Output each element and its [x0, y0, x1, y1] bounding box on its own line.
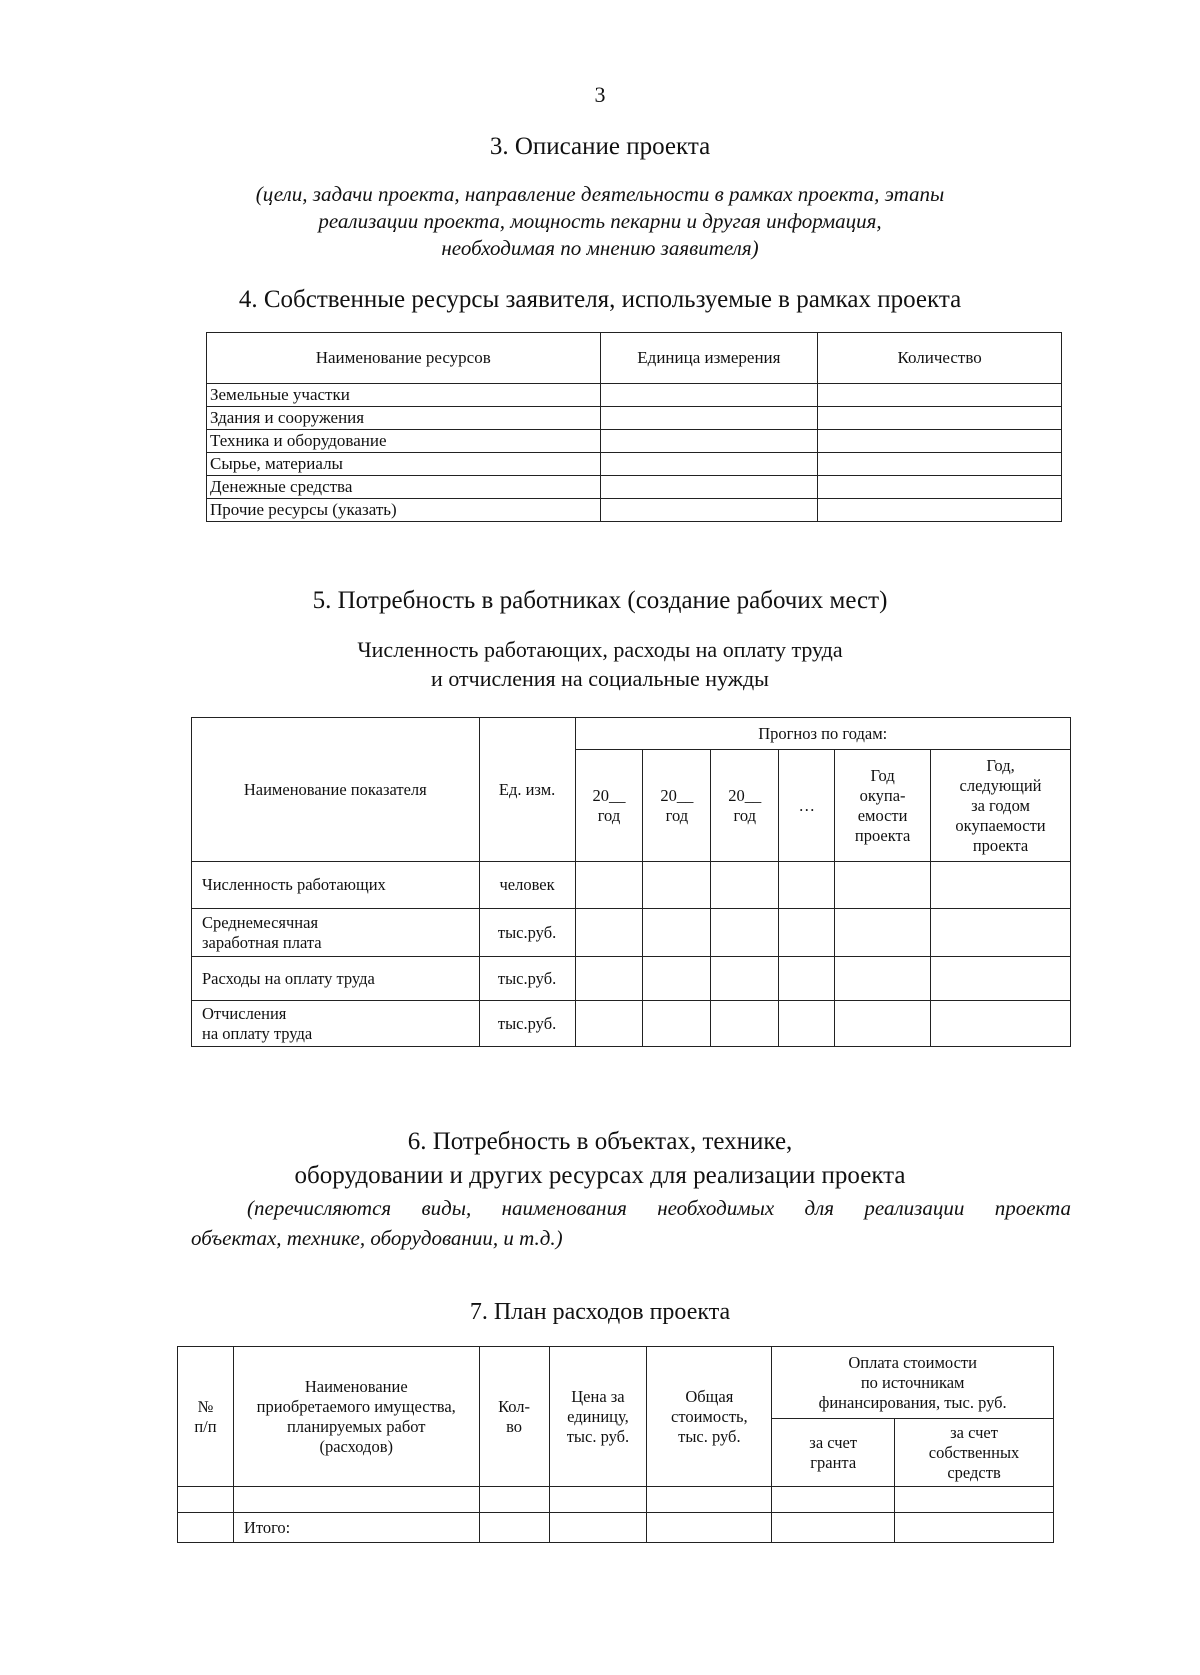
indicator-unit: человек	[479, 862, 575, 909]
workers-table	[191, 717, 1071, 1047]
section7-title: 7. План расходов проекта	[469, 1299, 731, 1325]
table-row	[207, 499, 1062, 522]
total-label: Итого:	[233, 1513, 479, 1543]
header-line: гранта	[810, 1452, 857, 1472]
value-cell[interactable]	[711, 957, 779, 1001]
section5-title: 5. Потребность в работниках (создание рабочих мест)	[312, 587, 888, 614]
table-row	[178, 1487, 1054, 1513]
header-line: Цена за	[571, 1386, 625, 1406]
header-after-payback-year	[931, 750, 1071, 862]
indicator-name-line: заработная плата	[202, 932, 322, 952]
quantity-cell[interactable]	[818, 453, 1062, 476]
header-payback-year	[835, 750, 931, 862]
value-cell[interactable]	[575, 1001, 643, 1047]
section3-note-line: необходимая по мнению заявителя)	[441, 236, 759, 260]
number-cell[interactable]	[178, 1487, 234, 1513]
header-line: проекта	[854, 825, 911, 845]
indicator-name: Численность работающих	[192, 862, 480, 909]
section6-note-line: объектах, технике, оборудовании, и т.д.)	[191, 1226, 563, 1250]
header-ellipsis: …	[779, 750, 835, 862]
header-line: окупаемости	[955, 815, 1046, 835]
table-row	[192, 909, 1071, 957]
header-line: Год	[870, 765, 895, 785]
value-cell[interactable]	[575, 862, 643, 909]
value-cell[interactable]	[779, 909, 835, 957]
header-line: проекта	[972, 835, 1029, 855]
grant-cell[interactable]	[772, 1487, 895, 1513]
number-cell[interactable]	[178, 1513, 234, 1543]
header-unit: Ед. изм.	[479, 718, 575, 862]
section6-title-line: 6. Потребность в объектах, технике,	[407, 1128, 793, 1155]
year-word: год	[597, 805, 621, 825]
header-unit: Единица измерения	[600, 333, 818, 384]
own-funds-cell[interactable]	[895, 1513, 1054, 1543]
expense-plan-table	[177, 1346, 1054, 1543]
resource-name: Сырье, материалы	[207, 453, 601, 476]
header-grant	[772, 1419, 895, 1487]
quantity-cell[interactable]	[818, 384, 1062, 407]
quantity-cell[interactable]	[818, 430, 1062, 453]
header-line: окупа-	[859, 785, 906, 805]
header-line: Наименование	[304, 1376, 408, 1396]
total-cost-cell[interactable]	[647, 1513, 772, 1543]
year-label: 20__	[728, 785, 762, 805]
section6-note	[191, 1193, 1071, 1253]
header-year-1	[575, 750, 643, 862]
header-total-cost	[647, 1347, 772, 1487]
header-indicator-name: Наименование показателя	[192, 718, 480, 862]
unit-price-cell[interactable]	[549, 1487, 647, 1513]
header-line: собственных	[928, 1442, 1020, 1462]
total-cost-cell[interactable]	[647, 1487, 772, 1513]
header-forecast: Прогноз по годам:	[575, 718, 1070, 750]
section3-note-line: реализации проекта, мощность пекарни и другая информация,	[318, 209, 882, 233]
section6-title-line: оборудовании и других ресурсах для реализации проекта	[294, 1162, 906, 1189]
header-line: приобретаемого имущества,	[256, 1396, 456, 1416]
unit-cell[interactable]	[600, 499, 818, 522]
unit-cell[interactable]	[600, 430, 818, 453]
header-quantity	[479, 1347, 549, 1487]
section3-note-line: (цели, задачи проекта, направление деятельности в рамках проекта, этапы	[255, 182, 945, 206]
table-row	[207, 430, 1062, 453]
header-line: финансирования, тыс. руб.	[818, 1392, 1007, 1412]
resource-name: Прочие ресурсы (указать)	[207, 499, 601, 522]
header-line: за счет	[950, 1422, 998, 1442]
resource-name: Техника и оборудование	[207, 430, 601, 453]
header-unit-price	[549, 1347, 647, 1487]
table-row	[192, 862, 1071, 909]
header-funding-sources	[772, 1347, 1054, 1419]
indicator-name-line: Среднемесячная	[202, 912, 319, 932]
section6-title	[0, 1125, 1200, 1193]
header-line: тыс. руб.	[678, 1426, 741, 1446]
header-year-2	[643, 750, 711, 862]
header-line: (расходов)	[319, 1436, 393, 1456]
value-cell[interactable]	[711, 1001, 779, 1047]
value-cell[interactable]	[931, 1001, 1071, 1047]
value-cell[interactable]	[643, 909, 711, 957]
header-line: тыс. руб.	[566, 1426, 630, 1446]
header-line: Оплата стоимости	[848, 1352, 977, 1372]
quantity-cell[interactable]	[479, 1487, 549, 1513]
section6-note-line: (перечисляются виды, наименования необходимых для реализации проекта	[247, 1196, 1071, 1220]
header-quantity: Количество	[818, 333, 1062, 384]
header-line: стоимость,	[671, 1406, 748, 1426]
unit-cell[interactable]	[600, 384, 818, 407]
value-cell[interactable]	[931, 957, 1071, 1001]
header-line: емости	[857, 805, 908, 825]
value-cell[interactable]	[835, 1001, 931, 1047]
value-cell[interactable]	[835, 862, 931, 909]
year-word: год	[665, 805, 689, 825]
table-row	[207, 453, 1062, 476]
year-label: 20__	[660, 785, 694, 805]
section3-note	[0, 181, 1200, 262]
header-line: за годом	[971, 795, 1030, 815]
value-cell[interactable]	[575, 909, 643, 957]
table-header-row	[178, 1347, 1054, 1419]
header-item-name	[233, 1347, 479, 1487]
resources-table	[206, 332, 1062, 522]
quantity-cell[interactable]	[818, 407, 1062, 430]
total-row	[178, 1513, 1054, 1543]
header-line: Год,	[986, 755, 1015, 775]
header-resource-name: Наименование ресурсов	[207, 333, 601, 384]
table-header-row	[192, 718, 1071, 750]
header-line: планируемых работ	[286, 1416, 426, 1436]
table-header-row	[207, 333, 1062, 384]
own-funds-cell[interactable]	[895, 1487, 1054, 1513]
value-cell[interactable]	[711, 909, 779, 957]
resource-name: Денежные средства	[207, 476, 601, 499]
value-cell[interactable]	[835, 909, 931, 957]
table-row	[207, 407, 1062, 430]
table-row	[192, 957, 1071, 1001]
value-cell[interactable]	[779, 862, 835, 909]
unit-price-cell[interactable]	[549, 1513, 647, 1543]
unit-cell[interactable]	[600, 453, 818, 476]
header-line: п/п	[194, 1416, 217, 1436]
item-name-cell[interactable]	[233, 1487, 479, 1513]
header-line: по источникам	[860, 1372, 965, 1392]
header-line: средств	[947, 1462, 1001, 1482]
value-cell[interactable]	[575, 957, 643, 1001]
table-row	[207, 476, 1062, 499]
indicator-unit: тыс.руб.	[479, 957, 575, 1001]
indicator-name-line: Отчисления	[202, 1003, 287, 1023]
section5-subtitle-line: Численность работающих, расходы на оплату труда	[357, 637, 843, 662]
header-line: единицу,	[567, 1406, 629, 1426]
header-own-funds	[895, 1419, 1054, 1487]
value-cell[interactable]	[779, 957, 835, 1001]
indicator-unit: тыс.руб.	[479, 1001, 575, 1047]
unit-cell[interactable]	[600, 476, 818, 499]
header-line: Кол-	[498, 1396, 531, 1416]
value-cell[interactable]	[931, 909, 1071, 957]
value-cell[interactable]	[643, 957, 711, 1001]
page-number: 3	[594, 82, 606, 107]
resource-name: Здания и сооружения	[207, 407, 601, 430]
value-cell[interactable]	[643, 862, 711, 909]
grant-cell[interactable]	[772, 1513, 895, 1543]
header-number	[178, 1347, 234, 1487]
value-cell[interactable]	[931, 862, 1071, 909]
value-cell[interactable]	[643, 1001, 711, 1047]
indicator-name-line: на оплату труда	[202, 1023, 313, 1043]
indicator-name: Расходы на оплату труда	[192, 957, 480, 1001]
indicator-unit: тыс.руб.	[479, 909, 575, 957]
header-year-3	[711, 750, 779, 862]
quantity-cell[interactable]	[818, 499, 1062, 522]
quantity-cell[interactable]	[818, 476, 1062, 499]
quantity-cell[interactable]	[479, 1513, 549, 1543]
section5-subtitle-line: и отчисления на социальные нужды	[431, 666, 769, 691]
year-label: 20__	[592, 785, 626, 805]
header-line: следующий	[959, 775, 1042, 795]
indicator-name	[192, 1001, 480, 1047]
year-word: год	[733, 805, 757, 825]
value-cell[interactable]	[711, 862, 779, 909]
section4-title: 4. Собственные ресурсы заявителя, используемые в рамках проекта	[238, 286, 962, 313]
section3-title: 3. Описание проекта	[489, 133, 711, 160]
unit-cell[interactable]	[600, 407, 818, 430]
value-cell[interactable]	[835, 957, 931, 1001]
header-line: во	[506, 1416, 523, 1436]
table-row	[192, 1001, 1071, 1047]
header-line: Общая	[685, 1386, 734, 1406]
resource-name: Земельные участки	[207, 384, 601, 407]
table-row	[207, 384, 1062, 407]
section5-subtitle	[0, 635, 1200, 693]
indicator-name	[192, 909, 480, 957]
header-line: за счет	[809, 1432, 858, 1452]
value-cell[interactable]	[779, 1001, 835, 1047]
header-line: №	[197, 1396, 214, 1416]
